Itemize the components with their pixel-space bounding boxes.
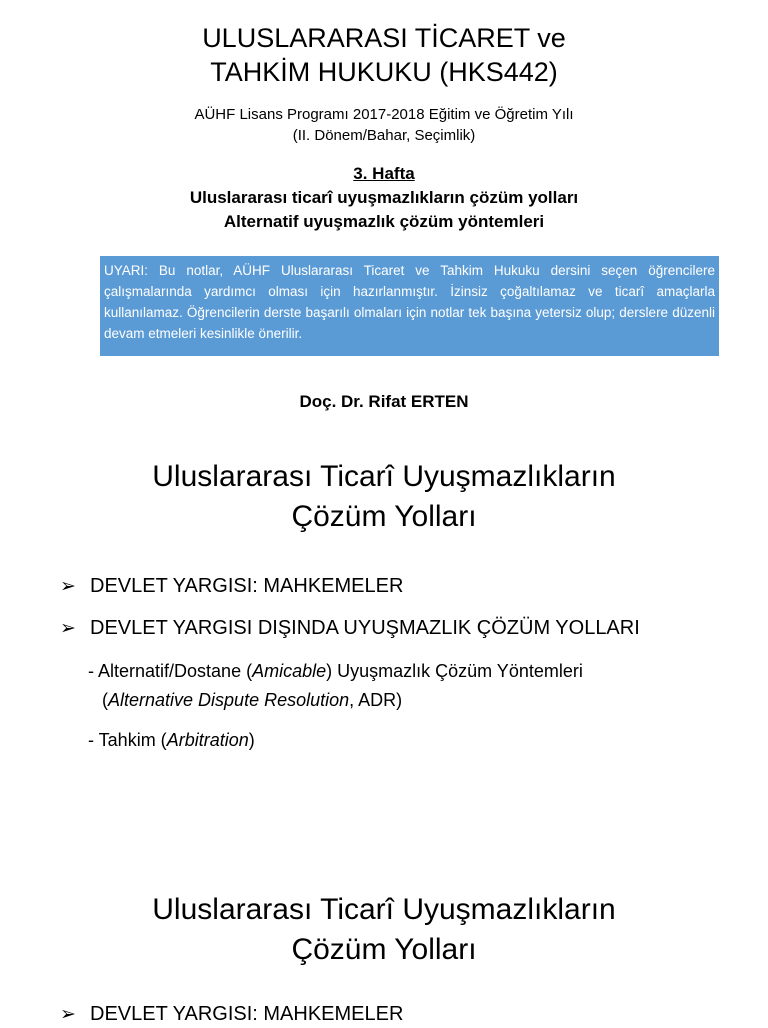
sub-italic: Alternative Dispute Resolution [108, 690, 350, 710]
arrow-bullet-icon: ➢ [60, 1004, 76, 1025]
bullet-text: DEVLET YARGISI DIŞINDA UYUŞMAZLIK ÇÖZÜM YOLLARI [90, 617, 640, 639]
slide3-title-line1: Uluslararası Ticarî Uyuşmazlıkların [152, 893, 616, 926]
term-line: (II. Dönem/Bahar, Seçimlik) [292, 127, 476, 144]
sub-text: ( [102, 690, 108, 710]
topic-line2: Alternatif uyuşmazlık çözüm yöntemleri [223, 212, 545, 231]
week-line [0, 162, 768, 185]
slide2-title-line2: Çözüm Yolları [291, 500, 477, 533]
sub-text: - Tahkim ( [88, 730, 167, 750]
slide3-title-line2: Çözüm Yolları [291, 933, 477, 966]
bullet-item [60, 573, 403, 600]
sub-italic: Arbitration [166, 730, 249, 750]
sub-text: - Alternatif/Dostane ( [88, 661, 253, 681]
sub-text: ) [248, 730, 255, 750]
sub-item-adr [88, 657, 583, 685]
bullet-item [60, 615, 640, 642]
sub-item-adr-english [102, 686, 402, 714]
sub-text: ) Uyuşmazlık Çözüm Yöntemleri [326, 661, 583, 681]
bullet-text: DEVLET YARGISI: MAHKEMELER [90, 1003, 404, 1025]
program-line: AÜHF Lisans Programı 2017-2018 Eğitim ve Öğretim Yılı [194, 106, 574, 123]
sub-item-arbitration [88, 726, 255, 754]
course-title-line1: ULUSLARARASI TİCARET ve [202, 23, 566, 53]
topic-line1: Uluslararası ticarî uyuşmazlıkların çözüm yolları [189, 188, 579, 207]
sub-text: , ADR) [349, 690, 403, 710]
arrow-bullet-icon: ➢ [60, 576, 76, 597]
course-title-line2: TAHKİM HUKUKU (HKS442) [210, 57, 558, 87]
sub-italic: Amicable [252, 661, 327, 681]
bullet-text: DEVLET YARGISI: MAHKEMELER [90, 575, 404, 597]
warning-box: UYARI: Bu notlar, AÜHF Uluslararası Ticaret ve Tahkim Hukuku dersini seçen öğrencilere çalışmalarında yardımcı olması için hazırlanmıştır. İzinsiz çoğaltılamaz ve ticarî amaçlarla kullanılamaz. Öğrencilerin derste başarılı olmaları için notlar tek başına yetersiz olup; derslere düzenli devam etmeleri kesinlikle önerilir. [100, 256, 719, 356]
author-name: Doç. Dr. Rifat ERTEN [299, 392, 469, 411]
week-label: 3. Hafta [353, 164, 415, 183]
arrow-bullet-icon: ➢ [60, 618, 76, 639]
slide2-title-line1: Uluslararası Ticarî Uyuşmazlıkların [152, 460, 616, 493]
